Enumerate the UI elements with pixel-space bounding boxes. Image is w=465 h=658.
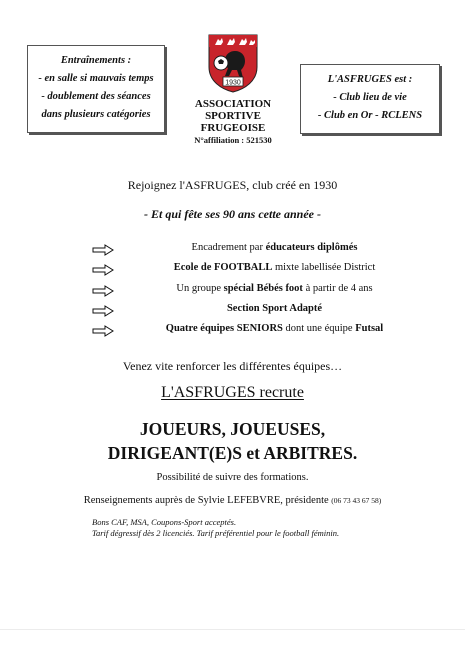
feature-item: Section Sport Adapté	[92, 303, 392, 319]
club-status-box	[300, 64, 440, 134]
training-text: Possibilité de suivre des formations.	[156, 472, 309, 483]
club-name-line: SPORTIVE	[205, 110, 261, 122]
training-box-line: dans plusieurs catégories	[41, 109, 151, 120]
note-line: Tarif dégressif dès 2 licenciés. Tarif préférentiel pour le football féminin.	[92, 528, 340, 538]
affiliation-number: N°affiliation : 521530	[194, 135, 272, 145]
status-box-line: - Club en Or - RCLENS	[317, 110, 423, 121]
training-info-box	[27, 45, 165, 133]
club-name	[170, 98, 296, 146]
intro-text: Rejoignez l'ASFRUGES, club créé en 1930	[127, 178, 338, 192]
status-box-line: - Club lieu de vie	[333, 92, 407, 103]
feature-item: Quatre équipes SENIORS dont une équipe Futsal	[92, 323, 392, 339]
feature-item: Ecole de FOOTBALL mixte labellisée District	[92, 262, 392, 278]
training-box-line: - doublement des séances	[41, 91, 151, 102]
roles-line: DIRIGEANT(E)S et ARBITRES.	[107, 443, 358, 463]
club-name-line: ASSOCIATION	[194, 98, 272, 110]
crest-year: 1930	[225, 79, 241, 87]
join-text: Venez vite renforcer les différentes équipes…	[122, 359, 343, 373]
club-name-line: FRUGEOISE	[200, 122, 266, 134]
feature-item: Encadrement par éducateurs diplômés	[92, 242, 392, 258]
training-box-title: Entraînements :	[60, 55, 132, 66]
status-box-title: L'ASFRUGES est :	[327, 74, 413, 85]
contact-phone: (06 73 43 67 58)	[331, 496, 382, 505]
note-line: Bons CAF, MSA, Coupons-Sport acceptés.	[92, 517, 237, 527]
roles-line: JOUEURS, JOUEUSES,	[139, 419, 326, 439]
club-crest-logo	[205, 33, 261, 93]
feature-item: Un groupe spécial Bébés foot à partir de 4 ans	[92, 283, 392, 299]
training-box-line: - en salle si mauvais temps	[38, 73, 154, 84]
contact-text: Renseignements auprès de Sylvie LEFEBVRE, présidente (06 73 43 67 58)	[83, 495, 382, 506]
pricing-notes	[92, 517, 339, 539]
roles-heading	[0, 417, 465, 465]
anniversary-text: - Et qui fête ses 90 ans cette année -	[144, 207, 321, 221]
page-divider	[0, 629, 465, 630]
crest-football-icon	[214, 56, 228, 70]
recruit-heading: L'ASFRUGES recrute	[161, 384, 304, 401]
